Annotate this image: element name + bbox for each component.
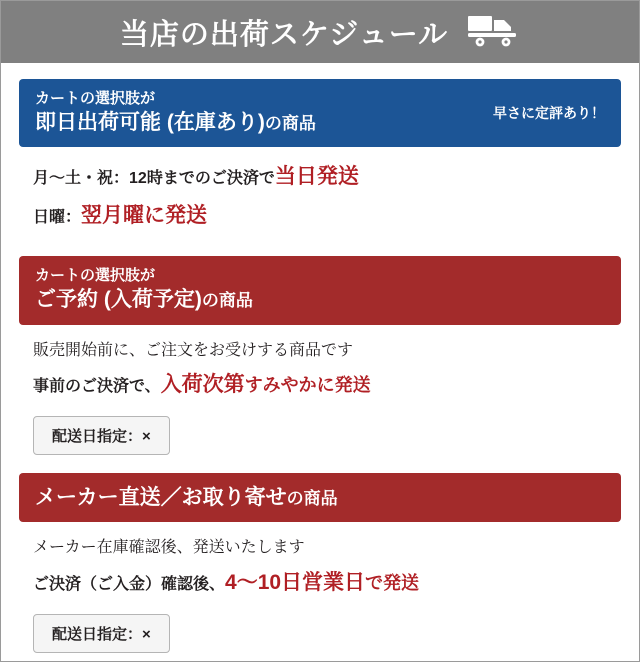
section-same-day: [19, 79, 621, 244]
detail-emphasis: 4〜10日営業日: [225, 571, 366, 595]
detail-emphasis-small: で発送: [365, 573, 420, 594]
banner-text-block: [35, 90, 316, 136]
detail-line: [33, 536, 611, 561]
section-dropship: [19, 473, 621, 659]
detail-line: [33, 369, 611, 402]
schedule-body: [1, 63, 639, 669]
banner-same-day: [19, 79, 621, 147]
detail-line: [33, 567, 611, 600]
detail-line: [33, 200, 611, 233]
detail-emphasis: 翌月曜に発送: [81, 203, 208, 227]
delivery-date-chip: 配送日指定：×: [33, 614, 170, 653]
detail-line: [33, 161, 611, 194]
delivery-truck-icon: [466, 13, 520, 52]
banner-note: 早さに定評あり！: [493, 105, 605, 122]
detail-text: 12時までのご決済で: [129, 170, 275, 188]
details-same-day: [19, 147, 621, 244]
detail-emphasis: 当日発送: [274, 165, 359, 189]
detail-text: メーカー在庫確認後、発送いたします: [33, 539, 305, 557]
banner-main-label: [35, 287, 253, 313]
banner-sublabel: カートの選択肢が: [35, 90, 156, 107]
banner-dropship: [19, 473, 621, 522]
page-header: [1, 1, 639, 63]
banner-main-text: 即日出荷可能 (在庫あり): [35, 111, 265, 134]
detail-label: 事前のご決済で、: [33, 378, 161, 396]
banner-main-text: メーカー直送／お取り寄せ: [35, 485, 287, 509]
banner-preorder: [19, 256, 621, 324]
detail-emphasis-small: すみやかに発送: [244, 375, 371, 396]
detail-label: 日曜：: [33, 208, 82, 226]
detail-label: 月〜土・祝：: [33, 170, 130, 188]
details-preorder: [19, 325, 621, 461]
detail-text: 販売開始前に、ご注文をお受けする商品です: [33, 341, 354, 359]
banner-main-label: [35, 484, 338, 511]
banner-sublabel: カートの選択肢が: [35, 267, 156, 285]
page-title: 当店の出荷スケジュール: [119, 18, 449, 51]
section-preorder: [19, 256, 621, 461]
detail-emphasis: 入荷次第: [160, 373, 245, 397]
banner-main-suffix: の商品: [286, 488, 338, 508]
banner-main-suffix: の商品: [264, 114, 316, 133]
delivery-date-chip: 配送日指定：×: [33, 416, 170, 455]
banner-main-suffix: の商品: [201, 291, 253, 311]
detail-line: [33, 339, 611, 364]
detail-label: ご決済（ご入金）確認後、: [33, 576, 226, 594]
banner-main-label: [35, 110, 316, 136]
banner-main-text: ご予約 (入荷予定): [35, 288, 202, 312]
banner-text-block: [35, 267, 253, 313]
details-dropship: [19, 522, 621, 658]
